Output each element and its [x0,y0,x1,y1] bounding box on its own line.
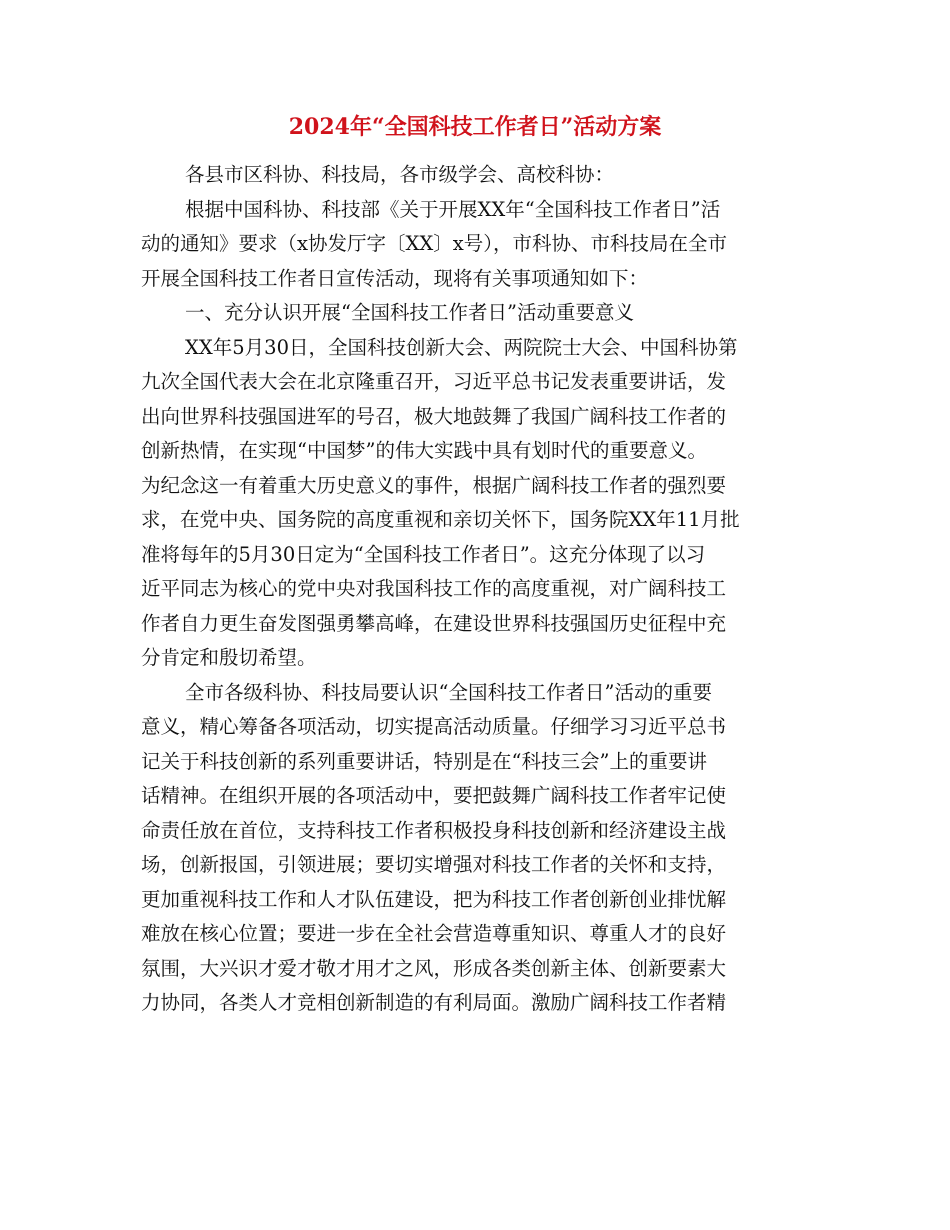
paragraph-line: 分肯定和殷切希望。 [141,646,317,669]
paragraph-line: 为纪念这一有着重大历史意义的事件，根据广阔科技工作者的强烈要 [141,473,727,497]
paragraph-line: 九次全国代表大会在北京隆重召开，习近平总书记发表重要讲话，发 [141,370,727,393]
paragraph-line: 出向世界科技强国进军的号召，极大地鼓舞了我国广阔科技工作者的 [141,404,727,428]
document-body [141,158,806,1021]
paragraph-line: 求，在党中央、国务院的高度重视和亲切关怀下，国务院XX年11月批 [141,508,740,531]
paragraph-line: 记关于科技创新的系列重要讲话，特别是在“科技三会”上的重要讲 [141,749,707,773]
paragraph-line: XX年5月30日，全国科技创新大会、两院院士大会、中国科协第 [185,335,738,359]
paragraph-line: 作者自力更生奋发图强勇攀高峰，在建设世界科技强国历史征程中充 [141,611,727,635]
paragraph-line: 场，创新报国，引领进展；要切实增强对科技工作者的关怀和支持， [141,853,727,876]
document-title: 2024年“全国科技工作者日”活动方案 [288,114,662,140]
paragraph-line: 动的通知》要求（x协发厅字〔XX〕x号），市科协、市科技局在全市 [141,232,728,255]
paragraph-line: 意义，精心筹备各项活动，切实提高活动质量。仔细学习习近平总书 [141,715,727,738]
section-heading: 一、充分认识开展“全国科技工作者日”活动重要意义 [185,301,634,324]
salutation-line: 各县市区科协、科技局，各市级学会、高校科协： [185,163,615,186]
paragraph-line: 更加重视科技工作和人才队伍建设，把为科技工作者创新创业排忧解 [141,887,727,911]
paragraph-line: 开展全国科技工作者日宣传活动，现将有关事项通知如下： [141,266,649,290]
paragraph-line: 难放在核心位置；要进一步在全社会营造尊重知识、尊重人才的良好 [141,922,727,945]
paragraph-line: 全市各级科协、科技局要认识“全国科技工作者日”活动的重要 [185,680,712,704]
paragraph-line: 命责任放在首位，支持科技工作者积极投身科技创新和经济建设主战 [141,818,727,842]
paragraph-line: 准将每年的5月30日定为“全国科技工作者日”。这充分体现了以习 [141,542,706,566]
paragraph-line: 创新热情，在实现“中国梦”的伟大实践中具有划时代的重要意义。 [141,439,707,462]
paragraph-line: 根据中国科协、科技部《关于开展XX年“全国科技工作者日”活 [185,197,721,221]
paragraph-line: 氛围，大兴识才爱才敬才用才之风，形成各类创新主体、创新要素大 [141,956,727,980]
paragraph-line: 话精神。在组织开展的各项活动中，要把鼓舞广阔科技工作者牢记使 [141,784,727,807]
paragraph-line: 近平同志为核心的党中央对我国科技工作的高度重视，对广阔科技工 [141,577,727,600]
paragraph-line: 力协同，各类人才竞相创新制造的有利局面。激励广阔科技工作者精 [141,991,727,1014]
